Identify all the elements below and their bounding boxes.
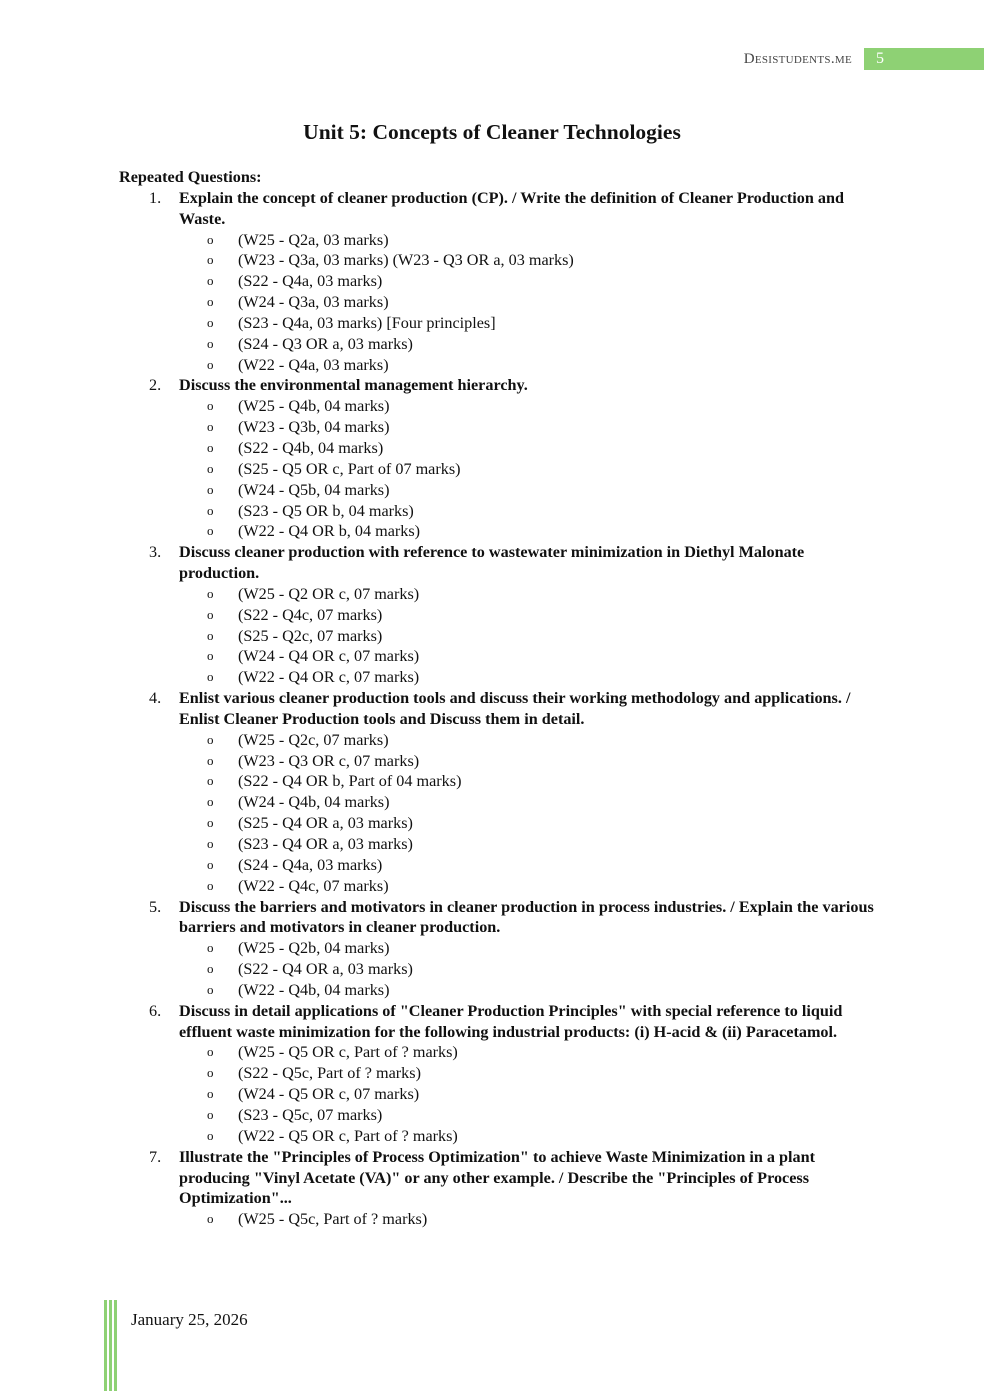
exam-reference: [179, 417, 879, 438]
exam-reference: [179, 459, 879, 480]
question-text: Discuss the environmental management hierarchy.: [179, 376, 528, 395]
exam-reference: [179, 355, 879, 376]
exam-reference-list: [179, 730, 879, 897]
circle-bullet-icon: o: [207, 294, 214, 310]
exam-reference: [179, 792, 879, 813]
exam-reference-text: (S24 - Q3 OR a, 03 marks): [238, 334, 413, 353]
exam-reference: [179, 667, 879, 688]
exam-reference-text: (W24 - Q4 OR c, 07 marks): [238, 647, 420, 666]
footer-bar: [109, 1300, 112, 1391]
page-header: [744, 48, 984, 70]
exam-reference-text: (S25 - Q4 OR a, 03 marks): [238, 814, 413, 833]
exam-reference-text: (W22 - Q4 OR c, 07 marks): [238, 668, 420, 687]
exam-reference: [179, 313, 879, 334]
exam-reference: [179, 501, 879, 522]
exam-reference-text: (W24 - Q5 OR c, 07 marks): [238, 1085, 420, 1104]
exam-reference: [179, 480, 879, 501]
circle-bullet-icon: o: [207, 1065, 214, 1081]
question-text: Discuss the barriers and motivators in cleaner production in process industries. / Explain the various barriers and motivators in cleaner production.: [179, 897, 874, 937]
question-item: [119, 688, 879, 896]
exam-reference: [179, 646, 879, 667]
section-heading: Repeated Questions:: [119, 168, 262, 186]
exam-reference: [179, 959, 879, 980]
circle-bullet-icon: o: [207, 419, 214, 435]
question-number: 4.: [149, 689, 162, 708]
exam-reference-text: (S25 - Q2c, 07 marks): [238, 626, 383, 645]
exam-reference-text: (S24 - Q4a, 03 marks): [238, 855, 383, 874]
exam-reference: [179, 1042, 879, 1063]
circle-bullet-icon: o: [207, 481, 214, 497]
circle-bullet-icon: o: [207, 1044, 214, 1060]
exam-reference-text: (S23 - Q4a, 03 marks) [Four principles]: [238, 313, 496, 332]
exam-reference: [179, 521, 879, 542]
circle-bullet-icon: o: [207, 1086, 214, 1102]
footer-bar: [104, 1300, 107, 1391]
exam-reference: [179, 292, 879, 313]
exam-reference: [179, 584, 879, 605]
circle-bullet-icon: o: [207, 335, 214, 351]
circle-bullet-icon: o: [207, 439, 214, 455]
exam-reference-text: (W23 - Q3b, 04 marks): [238, 418, 390, 437]
exam-reference-text: (W22 - Q5 OR c, Part of ? marks): [238, 1126, 458, 1145]
circle-bullet-icon: o: [207, 523, 214, 539]
exam-reference: [179, 334, 879, 355]
exam-reference-text: (S22 - Q4a, 03 marks): [238, 272, 383, 291]
exam-reference-text: (W25 - Q2a, 03 marks): [238, 230, 389, 249]
exam-reference-list: [179, 1042, 879, 1146]
circle-bullet-icon: o: [207, 252, 214, 268]
circle-bullet-icon: o: [207, 502, 214, 518]
footer-bar: [114, 1300, 117, 1391]
exam-reference: [179, 1126, 879, 1147]
exam-reference: [179, 230, 879, 251]
question-text: Explain the concept of cleaner production (CP). / Write the definition of Cleaner Production and Waste.: [179, 188, 845, 228]
circle-bullet-icon: o: [207, 731, 214, 747]
exam-reference-text: (W25 - Q5c, Part of ? marks): [238, 1210, 428, 1229]
exam-reference: [179, 855, 879, 876]
question-text: Illustrate the "Principles of Process Optimization" to achieve Waste Minimization in a plant producing "Vinyl Acetate (VA)" or any other example. / Describe the "Principles of Process Optimization"...: [179, 1147, 816, 1208]
exam-reference-list: [179, 584, 879, 688]
exam-reference-text: (W25 - Q2b, 04 marks): [238, 939, 390, 958]
exam-reference: [179, 834, 879, 855]
circle-bullet-icon: o: [207, 981, 214, 997]
question-number: 5.: [149, 897, 162, 916]
circle-bullet-icon: o: [207, 356, 214, 372]
exam-reference-text: (W24 - Q3a, 03 marks): [238, 293, 389, 312]
circle-bullet-icon: o: [207, 627, 214, 643]
question-text: Discuss in detail applications of "Cleaner Production Principles" with special reference to liquid effluent waste minimization for the following industrial products: (i) H-acid & (ii) Paracetamol.: [179, 1001, 843, 1041]
question-number: 1.: [149, 188, 162, 207]
question-number: 7.: [149, 1147, 162, 1166]
question-text: Enlist various cleaner production tools and discuss their working methodology and applications. / Enlist Cleaner Production tools and Discuss them in detail.: [179, 689, 851, 728]
question-number: 2.: [149, 376, 162, 395]
exam-reference-text: (S22 - Q4 OR b, Part of 04 marks): [238, 772, 462, 791]
circle-bullet-icon: o: [207, 773, 214, 789]
exam-reference-text: (S23 - Q5c, 07 marks): [238, 1105, 383, 1124]
exam-reference: [179, 605, 879, 626]
exam-reference-text: (W24 - Q5b, 04 marks): [238, 480, 390, 499]
site-name: Desistudents.me: [743, 50, 852, 67]
exam-reference-text: (W22 - Q4 OR b, 04 marks): [238, 522, 421, 541]
circle-bullet-icon: o: [207, 398, 214, 414]
exam-reference-text: (S22 - Q5c, Part of ? marks): [238, 1064, 421, 1083]
exam-reference-text: (S25 - Q5 OR c, Part of 07 marks): [238, 459, 461, 478]
question-text: Discuss cleaner production with reference to wastewater minimization in Diethyl Malonate production.: [179, 543, 805, 583]
circle-bullet-icon: o: [207, 669, 214, 685]
exam-reference: [179, 771, 879, 792]
circle-bullet-icon: o: [207, 940, 214, 956]
exam-reference: [179, 1063, 879, 1084]
circle-bullet-icon: o: [207, 877, 214, 893]
exam-reference-text: (W22 - Q4c, 07 marks): [238, 876, 389, 895]
footer-date: January 25, 2026: [131, 1310, 248, 1329]
exam-reference-text: (S22 - Q4b, 04 marks): [238, 438, 384, 457]
footer-decoration: [104, 1300, 118, 1391]
exam-reference: [179, 1084, 879, 1105]
question-item: [119, 897, 879, 1001]
exam-reference-text: (S22 - Q4 OR a, 03 marks): [238, 960, 413, 979]
exam-reference: [179, 250, 879, 271]
circle-bullet-icon: o: [207, 856, 214, 872]
exam-reference-text: (S23 - Q5 OR b, 04 marks): [238, 501, 414, 520]
exam-reference: [179, 626, 879, 647]
exam-reference: [179, 938, 879, 959]
exam-reference-text: (W25 - Q2 OR c, 07 marks): [238, 584, 420, 603]
exam-reference: [179, 980, 879, 1001]
exam-reference: [179, 730, 879, 751]
page-number: 5: [864, 48, 984, 70]
document-body: [119, 167, 879, 1230]
question-item: [119, 188, 879, 376]
exam-reference: [179, 1209, 879, 1230]
exam-reference-text: (W25 - Q5 OR c, Part of ? marks): [238, 1043, 458, 1062]
exam-reference: [179, 438, 879, 459]
circle-bullet-icon: o: [207, 273, 214, 289]
question-number: 6.: [149, 1001, 162, 1020]
exam-reference-text: (W22 - Q4a, 03 marks): [238, 355, 389, 374]
circle-bullet-icon: o: [207, 314, 214, 330]
exam-reference: [179, 271, 879, 292]
exam-reference-text: (W22 - Q4b, 04 marks): [238, 980, 390, 999]
question-item: [119, 1001, 879, 1147]
exam-reference-text: (W23 - Q3a, 03 marks) (W23 - Q3 OR a, 03 marks): [238, 251, 574, 270]
question-item: [119, 375, 879, 542]
question-item: [119, 1147, 879, 1230]
exam-reference-list: [179, 1209, 879, 1230]
circle-bullet-icon: o: [207, 961, 214, 977]
exam-reference: [179, 1105, 879, 1126]
exam-reference: [179, 876, 879, 897]
circle-bullet-icon: o: [207, 460, 214, 476]
exam-reference-text: (W24 - Q4b, 04 marks): [238, 793, 390, 812]
exam-reference: [179, 396, 879, 417]
circle-bullet-icon: o: [207, 836, 214, 851]
exam-reference: [179, 751, 879, 772]
circle-bullet-icon: o: [207, 231, 214, 247]
circle-bullet-icon: o: [207, 1106, 214, 1122]
exam-reference-list: [179, 938, 879, 1001]
exam-reference-list: [179, 230, 879, 376]
circle-bullet-icon: o: [207, 648, 214, 664]
question-number: 3.: [149, 543, 162, 562]
circle-bullet-icon: o: [207, 815, 214, 831]
exam-reference-list: [179, 396, 879, 542]
exam-reference-text: (W25 - Q2c, 07 marks): [238, 730, 389, 749]
question-list: [119, 188, 879, 1230]
exam-reference-text: (W23 - Q3 OR c, 07 marks): [238, 751, 420, 770]
circle-bullet-icon: o: [207, 585, 214, 601]
exam-reference-text: (S23 - Q4 OR a, 03 marks): [238, 835, 413, 853]
exam-reference-text: (W25 - Q4b, 04 marks): [238, 397, 390, 416]
circle-bullet-icon: o: [207, 1211, 214, 1227]
circle-bullet-icon: o: [207, 752, 214, 768]
circle-bullet-icon: o: [207, 1127, 214, 1143]
page-title: Unit 5: Concepts of Cleaner Technologies: [303, 120, 681, 144]
question-item: [119, 542, 879, 688]
exam-reference-text: (S22 - Q4c, 07 marks): [238, 605, 383, 624]
exam-reference: [179, 813, 879, 834]
circle-bullet-icon: o: [207, 606, 214, 622]
circle-bullet-icon: o: [207, 794, 214, 810]
